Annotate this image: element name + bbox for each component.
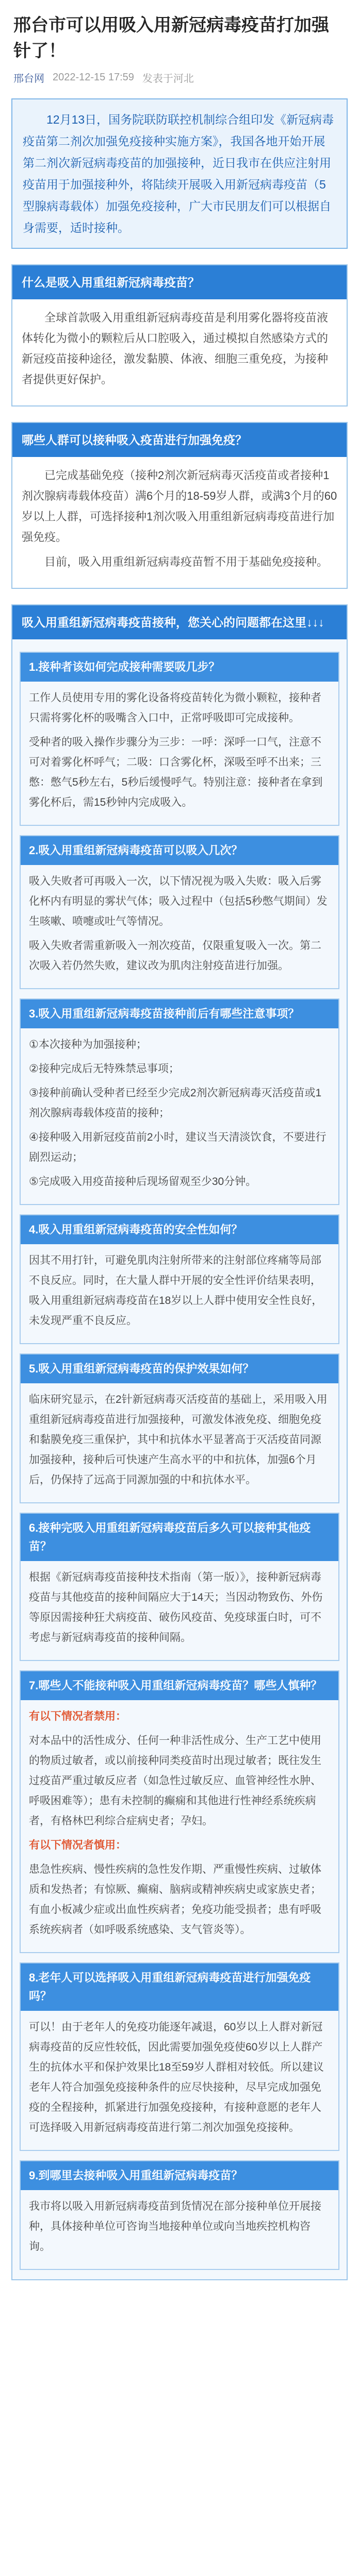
faq-paragraph: ②接种完成后无特殊禁忌事项； <box>29 1063 180 1075</box>
faq-subheading: 有以下情况者慎用： <box>29 1839 126 1851</box>
faq-item-title: 1.接种者该如何完成接种需要吸几步？ <box>21 653 338 682</box>
faq-item <box>20 1513 339 1661</box>
qa-what-is-vaccine <box>11 264 348 406</box>
faq-item-title: 6.接种完吸入用重组新冠病毒疫苗后多久可以接种其他疫苗？ <box>21 1514 338 1561</box>
faq-paragraph: ①本次接种为加强接种； <box>29 1039 147 1050</box>
faq-item <box>20 998 339 1205</box>
faq-paragraph: 吸入失败者可再吸入一次，以下情况视为吸入失败：吸入后雾化杯内有明显的雾状气体；吸入过程中（包括5秒憋气期间）发生咳嗽、喷嚏或吐气等情况。 <box>29 875 328 927</box>
faq-item <box>20 652 339 826</box>
faq-item-body <box>21 1244 338 1343</box>
faq-item-body <box>21 2011 338 2150</box>
faq-paragraph: 吸入失败者需重新吸入一剂次疫苗，仅限重复吸入一次。第二次吸入若仍然失败，建议改为肌肉注射疫苗进行加强。 <box>29 940 321 972</box>
faq-item <box>20 835 339 989</box>
faq-item-body <box>21 1383 338 1502</box>
faq-item-body <box>21 865 338 988</box>
faq-item <box>20 2160 339 2270</box>
faq-item-body <box>21 682 338 825</box>
faq-item-title: 3.吸入用重组新冠病毒疫苗接种前后有哪些注意事项？ <box>21 999 338 1028</box>
qa-question: 什么是吸入用重组新冠病毒疫苗？ <box>12 265 347 299</box>
faq-paragraph: 患急性疾病、慢性疾病的急性发作期、严重慢性疾病、过敏体质和发热者；有惊厥、癫痫、脑病或精神疾病史或家族史者；有血小板减少症或出血性疾病者；免疫功能受损者；患有呼吸系统疾病者（如呼吸系统感染、支气管炎等）。 <box>29 1863 321 1936</box>
faq-paragraph: 对本品中的活性成分、任何一种非活性成分、生产工艺中使用的物质过敏者，或以前接种同类疫苗时出现过敏者；既往发生过疫苗严重过敏反应者（如急性过敏反应、血管神经性水肿、呼吸困难等）；患有未控制的癫痫和其他进行性神经系统疾病者，有格林巴利综合症病史者；孕妇。 <box>29 1735 321 1827</box>
faq-item <box>20 1962 339 2151</box>
intro-box: 12月13日，国务院联防联控机制综合组印发《新冠病毒疫苗第二剂次加强免疫接种实施方案》，我国各地开始开展第二剂次新冠病毒疫苗的加强接种，近日我市在供应注射用疫苗用于加强接种外，将陆续开展吸入用新冠病毒疫苗（5型腺病毒载体）加强免疫接种，广大市民朋友们可以根据自身需要，适时接种。 <box>11 98 348 249</box>
qa-question: 哪些人群可以接种吸入疫苗进行加强免疫？ <box>12 423 347 457</box>
qa-answer-paragraph: 已完成基础免疫（接种2剂次新冠病毒灭活疫苗或者接种1剂次腺病毒载体疫苗）满6个月的18-59岁人群，或满3个月的60岁以上人群，可选择接种1剂次吸入用重组新冠病毒疫苗进行加强免疫。 <box>22 469 337 544</box>
faq-item <box>20 1670 339 1953</box>
faq-paragraph: ③接种前确认受种者已经至少完成2剂次新冠病毒灭活疫苗或1剂次腺病毒载体疫苗的接种； <box>29 1087 322 1119</box>
faq-paragraph: 我市将以吸入用新冠病毒疫苗到货情况在部分接种单位开展接种，具体接种单位可咨询当地接种单位或向当地疾控机构咨询。 <box>29 2200 321 2252</box>
faq-subheading: 有以下情况者禁用： <box>29 1710 126 1722</box>
article-title: 邢台市可以用吸入用新冠病毒疫苗打加强针了！ <box>13 15 329 61</box>
qa-answer-paragraph: 目前，吸入用重组新冠病毒疫苗暂不用于基础免疫接种。 <box>44 555 329 568</box>
publish-location: 发表于河北 <box>142 73 194 84</box>
faq-panel <box>11 604 348 2280</box>
faq-item-body <box>21 1561 338 1660</box>
author-link[interactable]: 邢台网 <box>13 73 44 84</box>
article-meta <box>0 69 359 93</box>
faq-panel-heading: 吸入用重组新冠病毒疫苗接种，您关心的问题都在这里↓↓↓ <box>12 605 347 639</box>
faq-item-title: 7.哪些人不能接种吸入用重组新冠病毒疫苗？哪些人慎种？ <box>21 1671 338 1700</box>
faq-item-title: 4.吸入用重组新冠病毒疫苗的安全性如何？ <box>21 1215 338 1244</box>
faq-item-title: 9.到哪里去接种吸入用重组新冠病毒疫苗？ <box>21 2161 338 2190</box>
faq-paragraph: 受种者的吸入操作步骤分为三步：一呼：深呼一口气，注意不可对着雾化杯呼气；二吸：口含雾化杯，深吸至呼不出来；三憋：憋气5秒左右，5秒后缓慢呼气。特别注意：接种者在拿到雾化杯后，需15秒钟内完成吸入。 <box>29 736 323 808</box>
faq-item-body <box>21 2190 338 2269</box>
faq-list <box>12 639 347 2279</box>
faq-paragraph: ⑤完成吸入用疫苗接种后现场留观至少30分钟。 <box>29 1176 257 1188</box>
faq-item <box>20 1353 339 1503</box>
faq-paragraph: 因其不用打针，可避免肌肉注射所带来的注射部位疼痛等局部不良反应。同时，在大量人群中开展的安全性评价结果表明，吸入用重组新冠病毒疫苗在18岁以上人群中使用安全性良好，未发现严重不良反应。 <box>29 1255 323 1327</box>
qa-who-can-get <box>11 422 348 589</box>
bottom-spacer <box>11 2280 348 2311</box>
qa-answer <box>12 299 347 405</box>
faq-paragraph: 临床研究显示，在2针新冠病毒灭活疫苗的基础上，采用吸入用重组新冠病毒疫苗进行加强接种，可激发体液免疫、细胞免疫和黏膜免疫三重保护，其中和抗体水平显著高于灭活疫苗同源加强接种，接种后可快速产生高水平的中和抗体，加强6个月后，仍保持了远高于同源加强的中和抗体水平。 <box>29 1394 328 1486</box>
qa-answer <box>12 457 347 588</box>
faq-item-title: 8.老年人可以选择吸入用重组新冠病毒疫苗进行加强免疫吗？ <box>21 1963 338 2011</box>
faq-item-title: 5.吸入用重组新冠病毒疫苗的保护效果如何？ <box>21 1354 338 1383</box>
faq-item-title: 2.吸入用重组新冠病毒疫苗可以吸入几次？ <box>21 836 338 865</box>
faq-item-body <box>21 1700 338 1952</box>
faq-item <box>20 1214 339 1344</box>
faq-paragraph: 可以！由于老年人的免疫功能逐年减退，60岁以上人群对新冠病毒疫苗的反应性较低，因此需要加强免疫使60岁以上人群产生的抗体水平和保护效果比18至59岁人群相对较低。所以建议老年人符合加强免疫接种条件的应尽快接种，尽早完成加强免疫的全程接种，抓紧进行加强免疫接种，有接种意愿的老年人可选择吸入用新冠病毒疫苗进行第二剂次加强免疫接种。 <box>29 2021 324 2133</box>
publish-datetime: 2022-12-15 17:59 <box>53 72 134 83</box>
faq-paragraph: 根据《新冠病毒疫苗接种技术指南（第一版）》，接种新冠病毒疫苗与其他疫苗的接种间隔应大于14天；当因动物致伤、外伤等原因需接种狂犬病疫苗、破伤风疫苗、免疫球蛋白时，可不考虑与新冠病毒疫苗的接种间隔。 <box>29 1571 323 1643</box>
qa-answer-paragraph: 全球首款吸入用重组新冠病毒疫苗是利用雾化器将疫苗液体转化为微小的颗粒后从口腔吸入，通过模拟自然感染方式的新冠疫苗接种途径，激发黏膜、体液、细胞三重免疫，为接种者提供更好保护。 <box>22 311 329 386</box>
faq-paragraph: ④接种吸入用新冠疫苗前2小时，建议当天清淡饮食，不要进行剧烈运动； <box>29 1131 327 1163</box>
faq-paragraph: 工作人员使用专用的雾化设备将疫苗转化为微小颗粒，接种者只需将雾化杯的吸嘴含入口中，正常呼吸即可完成接种。 <box>29 692 321 724</box>
article-content <box>0 98 359 2311</box>
faq-item-body <box>21 1028 338 1204</box>
